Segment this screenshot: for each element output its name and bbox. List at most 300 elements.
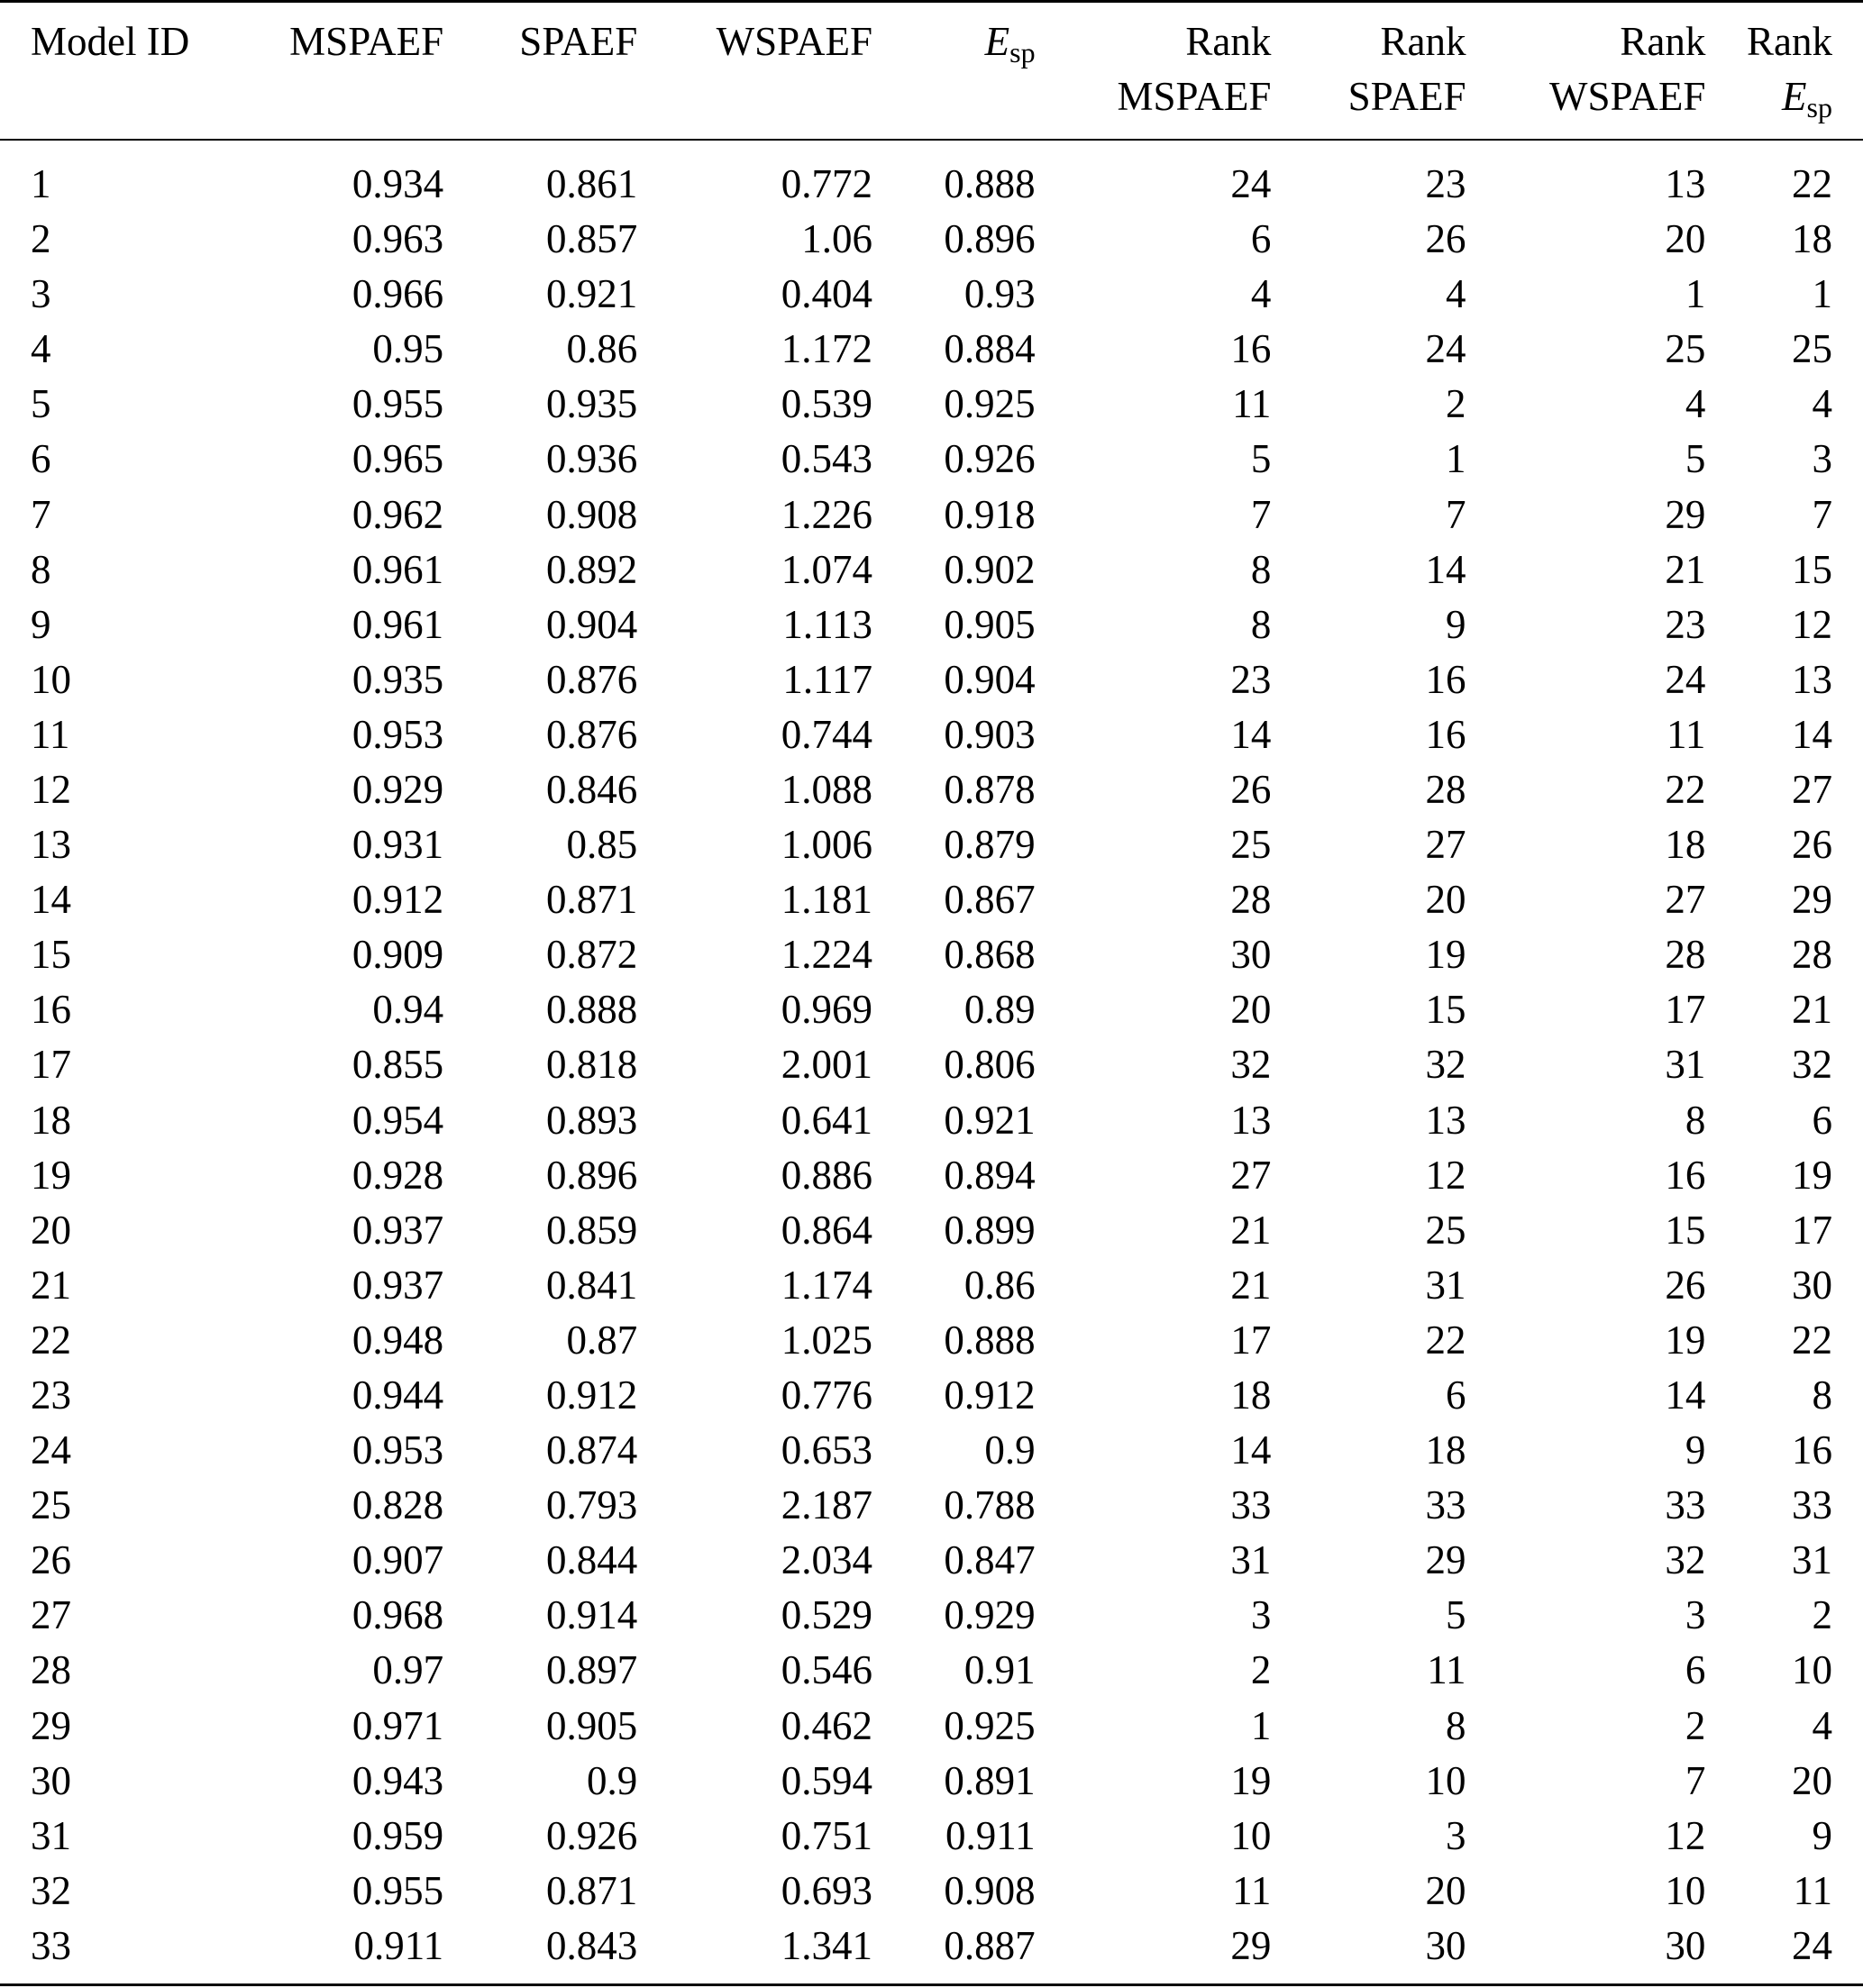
cell-rank-esp: 16 <box>1792 1427 1832 1473</box>
cell-mspaef: 0.955 <box>352 1867 444 1913</box>
table-row <box>0 1093 1863 1148</box>
cell-esp: 0.89 <box>963 987 1036 1033</box>
cell-model-id: 29 <box>31 1702 71 1748</box>
cell-rank-wspaef: 9 <box>1685 1427 1706 1473</box>
cell-rank-esp: 13 <box>1792 656 1832 702</box>
cell-rank-spaef: 10 <box>1425 1757 1466 1803</box>
cell-wspaef: 2.034 <box>781 1537 873 1583</box>
table-row <box>0 322 1863 377</box>
table-row <box>0 543 1863 597</box>
cell-wspaef: 0.751 <box>781 1812 873 1858</box>
cell-rank-spaef: 16 <box>1425 656 1466 702</box>
cell-model-id: 15 <box>31 932 71 978</box>
cell-rank-wspaef: 17 <box>1665 987 1706 1033</box>
cell-mspaef: 0.954 <box>352 1097 444 1143</box>
cell-rank-spaef: 20 <box>1425 1867 1466 1913</box>
cell-rank-wspaef: 22 <box>1665 766 1706 812</box>
cell-spaef: 0.912 <box>545 1372 638 1418</box>
cell-model-id: 8 <box>31 546 51 592</box>
cell-wspaef: 1.074 <box>781 546 873 592</box>
cell-esp: 0.912 <box>944 1372 1036 1418</box>
table-row <box>0 1809 1863 1864</box>
cell-wspaef: 0.969 <box>781 987 873 1033</box>
cell-model-id: 20 <box>31 1207 71 1253</box>
cell-esp: 0.884 <box>944 326 1036 372</box>
cell-mspaef: 0.962 <box>352 491 444 537</box>
cell-wspaef: 0.776 <box>781 1372 873 1418</box>
cell-esp: 0.93 <box>963 271 1036 317</box>
cell-mspaef: 0.955 <box>352 381 444 427</box>
cell-rank-wspaef: 19 <box>1665 1317 1706 1363</box>
cell-rank-spaef: 30 <box>1425 1922 1466 1968</box>
cell-mspaef: 0.929 <box>352 766 444 812</box>
cell-rank-wspaef: 11 <box>1667 711 1706 757</box>
cell-esp: 0.911 <box>945 1812 1036 1858</box>
cell-model-id: 11 <box>31 711 70 757</box>
cell-model-id: 5 <box>31 381 51 427</box>
cell-mspaef: 0.943 <box>352 1757 444 1803</box>
cell-esp: 0.887 <box>944 1922 1036 1968</box>
cell-rank-wspaef: 3 <box>1685 1592 1706 1638</box>
cell-rank-mspaef: 28 <box>1230 877 1272 923</box>
cell-wspaef: 0.546 <box>781 1647 873 1693</box>
cell-rank-esp: 1 <box>1812 271 1832 317</box>
col-header-rank-spaef: Rank SPAEF <box>1347 19 1466 119</box>
cell-spaef: 0.926 <box>545 1812 638 1858</box>
cell-rank-wspaef: 28 <box>1665 932 1706 978</box>
cell-spaef: 0.914 <box>545 1592 638 1638</box>
cell-mspaef: 0.931 <box>352 822 444 868</box>
cell-wspaef: 1.006 <box>781 822 873 868</box>
cell-mspaef: 0.94 <box>372 987 444 1033</box>
cell-rank-mspaef: 2 <box>1250 1647 1272 1693</box>
cell-wspaef: 0.744 <box>781 711 873 757</box>
cell-rank-esp: 26 <box>1792 822 1832 868</box>
cell-rank-mspaef: 8 <box>1250 601 1272 647</box>
cell-rank-esp: 8 <box>1812 1372 1832 1418</box>
cell-mspaef: 0.95 <box>372 326 444 372</box>
cell-rank-esp: 2 <box>1812 1592 1832 1638</box>
cell-wspaef: 0.641 <box>781 1097 873 1143</box>
cell-rank-esp: 28 <box>1792 932 1832 978</box>
cell-rank-esp: 33 <box>1792 1482 1832 1528</box>
cell-rank-spaef: 3 <box>1446 1812 1466 1858</box>
cell-rank-mspaef: 4 <box>1250 271 1272 317</box>
cell-model-id: 13 <box>31 822 71 868</box>
cell-rank-mspaef: 20 <box>1230 987 1272 1033</box>
cell-esp: 0.806 <box>944 1042 1036 1088</box>
cell-spaef: 0.9 <box>586 1757 638 1803</box>
cell-spaef: 0.859 <box>545 1207 638 1253</box>
cell-esp: 0.879 <box>944 822 1036 868</box>
cell-wspaef: 0.594 <box>781 1757 873 1803</box>
cell-model-id: 2 <box>31 216 51 262</box>
cell-rank-spaef: 14 <box>1425 546 1466 592</box>
cell-wspaef: 0.539 <box>781 381 873 427</box>
cell-rank-esp: 22 <box>1792 1317 1832 1363</box>
cell-rank-esp: 4 <box>1812 381 1832 427</box>
cell-spaef: 0.892 <box>545 546 638 592</box>
cell-rank-wspaef: 7 <box>1685 1757 1706 1803</box>
table-row <box>0 377 1863 432</box>
cell-rank-esp: 18 <box>1792 216 1832 262</box>
cell-model-id: 19 <box>31 1152 71 1198</box>
cell-model-id: 26 <box>31 1537 71 1583</box>
cell-esp: 0.929 <box>944 1592 1036 1638</box>
cell-wspaef: 1.226 <box>781 491 873 537</box>
cell-mspaef: 0.968 <box>352 1592 444 1638</box>
cell-rank-mspaef: 7 <box>1250 491 1272 537</box>
cell-model-id: 22 <box>31 1317 71 1363</box>
cell-spaef: 0.841 <box>545 1262 638 1308</box>
cell-esp: 0.918 <box>944 491 1036 537</box>
cell-mspaef: 0.911 <box>353 1922 444 1968</box>
cell-rank-wspaef: 16 <box>1665 1152 1706 1198</box>
table-row <box>0 1533 1863 1588</box>
cell-spaef: 0.921 <box>545 271 638 317</box>
cell-spaef: 0.876 <box>545 656 638 702</box>
cell-rank-spaef: 33 <box>1425 1482 1466 1528</box>
cell-rank-spaef: 13 <box>1425 1097 1466 1143</box>
cell-wspaef: 1.113 <box>782 601 873 647</box>
cell-rank-mspaef: 11 <box>1232 381 1272 427</box>
cell-wspaef: 1.341 <box>781 1922 873 1968</box>
cell-esp: 0.925 <box>944 1702 1036 1748</box>
cell-rank-esp: 14 <box>1792 711 1832 757</box>
cell-spaef: 0.893 <box>545 1097 638 1143</box>
cell-rank-wspaef: 26 <box>1665 1262 1706 1308</box>
cell-rank-esp: 31 <box>1792 1537 1832 1583</box>
cell-spaef: 0.818 <box>545 1042 638 1088</box>
cell-rank-mspaef: 24 <box>1230 161 1272 206</box>
cell-mspaef: 0.944 <box>352 1372 444 1418</box>
cell-esp: 0.891 <box>944 1757 1036 1803</box>
col-header-model-id: Model ID <box>31 19 190 64</box>
cell-model-id: 16 <box>31 987 71 1033</box>
table-row <box>0 1643 1863 1698</box>
cell-rank-mspaef: 26 <box>1230 766 1272 812</box>
cell-rank-spaef: 23 <box>1425 161 1466 206</box>
col-header-mspaef: MSPAEF <box>289 19 444 64</box>
cell-model-id: 1 <box>31 161 51 206</box>
cell-rank-esp: 12 <box>1792 601 1832 647</box>
cell-rank-mspaef: 23 <box>1230 656 1272 702</box>
cell-esp: 0.905 <box>944 601 1036 647</box>
cell-model-id: 30 <box>31 1757 71 1803</box>
cell-esp: 0.902 <box>944 546 1036 592</box>
col-header-spaef: SPAEF <box>519 19 638 64</box>
cell-rank-mspaef: 30 <box>1230 932 1272 978</box>
cell-rank-spaef: 1 <box>1446 436 1466 482</box>
cell-esp: 0.921 <box>944 1097 1036 1143</box>
cell-rank-mspaef: 19 <box>1230 1757 1272 1803</box>
cell-rank-esp: 30 <box>1792 1262 1832 1308</box>
cell-model-id: 3 <box>31 271 51 317</box>
cell-mspaef: 0.828 <box>352 1482 444 1528</box>
cell-wspaef: 0.462 <box>781 1702 873 1748</box>
cell-model-id: 6 <box>31 436 51 482</box>
cell-rank-spaef: 18 <box>1425 1427 1466 1473</box>
cell-rank-spaef: 28 <box>1425 766 1466 812</box>
table-body <box>0 141 1863 1974</box>
cell-spaef: 0.846 <box>545 766 638 812</box>
cell-rank-mspaef: 21 <box>1230 1262 1272 1308</box>
cell-rank-wspaef: 6 <box>1685 1647 1706 1693</box>
cell-rank-spaef: 29 <box>1425 1537 1466 1583</box>
cell-wspaef: 0.772 <box>781 161 873 206</box>
cell-rank-mspaef: 17 <box>1230 1317 1272 1363</box>
cell-rank-mspaef: 6 <box>1250 216 1272 262</box>
col-header-rank-wspaef: Rank WSPAEF <box>1548 19 1706 119</box>
cell-rank-wspaef: 24 <box>1665 656 1706 702</box>
cell-rank-wspaef: 21 <box>1665 546 1706 592</box>
cell-rank-esp: 9 <box>1812 1812 1832 1858</box>
cell-model-id: 24 <box>31 1427 71 1473</box>
cell-spaef: 0.897 <box>545 1647 638 1693</box>
cell-rank-wspaef: 20 <box>1665 216 1706 262</box>
cell-esp: 0.847 <box>944 1537 1036 1583</box>
cell-mspaef: 0.959 <box>352 1812 444 1858</box>
cell-model-id: 17 <box>31 1042 71 1088</box>
cell-wspaef: 1.172 <box>781 326 873 372</box>
cell-mspaef: 0.907 <box>352 1537 444 1583</box>
cell-esp: 0.788 <box>944 1482 1036 1528</box>
cell-rank-spaef: 26 <box>1425 216 1466 262</box>
table-row <box>0 1423 1863 1478</box>
cell-mspaef: 0.965 <box>352 436 444 482</box>
cell-rank-mspaef: 1 <box>1250 1702 1272 1748</box>
cell-mspaef: 0.937 <box>352 1207 444 1253</box>
table-row <box>0 1313 1863 1368</box>
cell-spaef: 0.908 <box>545 491 638 537</box>
cell-rank-mspaef: 14 <box>1230 711 1272 757</box>
cell-esp: 0.926 <box>944 436 1036 482</box>
table-row <box>0 1864 1863 1919</box>
cell-rank-esp: 32 <box>1792 1042 1832 1088</box>
cell-rank-esp: 29 <box>1792 877 1832 923</box>
cell-rank-spaef: 4 <box>1446 271 1466 317</box>
cell-wspaef: 0.864 <box>781 1207 873 1253</box>
cell-rank-spaef: 25 <box>1425 1207 1466 1253</box>
cell-spaef: 0.876 <box>545 711 638 757</box>
cell-esp: 0.878 <box>944 766 1036 812</box>
cell-spaef: 0.87 <box>566 1317 638 1363</box>
table-row <box>0 872 1863 927</box>
table-row <box>0 487 1863 542</box>
cell-esp: 0.888 <box>944 1317 1036 1363</box>
table-row <box>0 212 1863 267</box>
cell-spaef: 0.85 <box>566 822 638 868</box>
cell-rank-esp: 7 <box>1812 491 1832 537</box>
cell-rank-wspaef: 29 <box>1665 491 1706 537</box>
cell-esp: 0.868 <box>944 932 1036 978</box>
cell-rank-esp: 20 <box>1792 1757 1832 1803</box>
table-row <box>0 762 1863 817</box>
cell-wspaef: 1.06 <box>801 216 873 262</box>
cell-mspaef: 0.948 <box>352 1317 444 1363</box>
col-header-rank-esp: Rank $E_{sp}$ <box>1747 19 1832 123</box>
col-header-rank-mspaef: Rank MSPAEF <box>1117 19 1272 119</box>
cell-rank-mspaef: 33 <box>1230 1482 1272 1528</box>
cell-rank-wspaef: 8 <box>1685 1097 1706 1143</box>
cell-spaef: 0.871 <box>545 1867 638 1913</box>
cell-wspaef: 1.117 <box>782 656 873 702</box>
cell-wspaef: 1.224 <box>781 932 873 978</box>
cell-esp: 0.888 <box>944 161 1036 206</box>
table-row <box>0 1203 1863 1258</box>
cell-rank-spaef: 9 <box>1446 601 1466 647</box>
cell-rank-mspaef: 11 <box>1232 1867 1272 1913</box>
cell-model-id: 9 <box>31 601 51 647</box>
cell-rank-mspaef: 29 <box>1230 1922 1272 1968</box>
cell-wspaef: 1.181 <box>781 877 873 923</box>
table-row <box>0 141 1863 212</box>
cell-rank-spaef: 19 <box>1425 932 1466 978</box>
cell-model-id: 27 <box>31 1592 71 1638</box>
cell-rank-esp: 27 <box>1792 766 1832 812</box>
cell-rank-wspaef: 33 <box>1665 1482 1706 1528</box>
cell-rank-mspaef: 14 <box>1230 1427 1272 1473</box>
cell-spaef: 0.896 <box>545 1152 638 1198</box>
cell-esp: 0.903 <box>944 711 1036 757</box>
cell-mspaef: 0.963 <box>352 216 444 262</box>
cell-spaef: 0.861 <box>545 161 638 206</box>
table-row <box>0 1037 1863 1092</box>
cell-rank-mspaef: 16 <box>1230 326 1272 372</box>
cell-rank-esp: 22 <box>1792 161 1832 206</box>
cell-rank-spaef: 20 <box>1425 877 1466 923</box>
cell-rank-mspaef: 31 <box>1230 1537 1272 1583</box>
cell-esp: 0.867 <box>944 877 1036 923</box>
cell-rank-mspaef: 21 <box>1230 1207 1272 1253</box>
table-row <box>0 267 1863 322</box>
cell-spaef: 0.905 <box>545 1702 638 1748</box>
cell-rank-esp: 19 <box>1792 1152 1832 1198</box>
cell-rank-spaef: 16 <box>1425 711 1466 757</box>
cell-rank-spaef: 11 <box>1427 1647 1466 1693</box>
cell-esp: 0.9 <box>984 1427 1036 1473</box>
cell-wspaef: 1.025 <box>781 1317 873 1363</box>
cell-rank-esp: 15 <box>1792 546 1832 592</box>
table-row <box>0 1588 1863 1643</box>
cell-rank-wspaef: 31 <box>1665 1042 1706 1088</box>
cell-spaef: 0.843 <box>545 1922 638 1968</box>
cell-spaef: 0.86 <box>566 326 638 372</box>
cell-rank-wspaef: 12 <box>1665 1812 1706 1858</box>
cell-rank-spaef: 8 <box>1446 1702 1466 1748</box>
cell-rank-spaef: 6 <box>1446 1372 1466 1418</box>
cell-rank-wspaef: 10 <box>1665 1867 1706 1913</box>
cell-spaef: 0.904 <box>545 601 638 647</box>
cell-model-id: 18 <box>31 1097 71 1143</box>
cell-spaef: 0.888 <box>545 987 638 1033</box>
cell-rank-esp: 4 <box>1812 1702 1832 1748</box>
cell-mspaef: 0.961 <box>352 601 444 647</box>
cell-rank-esp: 6 <box>1812 1097 1832 1143</box>
table-row <box>0 1368 1863 1423</box>
table-row <box>0 982 1863 1037</box>
cell-rank-wspaef: 27 <box>1665 877 1706 923</box>
cell-rank-mspaef: 32 <box>1230 1042 1272 1088</box>
cell-esp: 0.91 <box>963 1647 1036 1693</box>
cell-mspaef: 0.97 <box>372 1647 444 1693</box>
cell-rank-wspaef: 5 <box>1685 436 1706 482</box>
cell-rank-esp: 17 <box>1792 1207 1832 1253</box>
cell-rank-wspaef: 30 <box>1665 1922 1706 1968</box>
cell-rank-spaef: 22 <box>1425 1317 1466 1363</box>
cell-esp: 0.896 <box>944 216 1036 262</box>
cell-model-id: 7 <box>31 491 51 537</box>
table-row <box>0 707 1863 762</box>
cell-model-id: 28 <box>31 1647 71 1693</box>
cell-rank-mspaef: 8 <box>1250 546 1272 592</box>
cell-rank-spaef: 31 <box>1425 1262 1466 1308</box>
cell-mspaef: 0.855 <box>352 1042 444 1088</box>
cell-spaef: 0.935 <box>545 381 638 427</box>
cell-model-id: 25 <box>31 1482 71 1528</box>
cell-model-id: 31 <box>31 1812 71 1858</box>
cell-rank-spaef: 2 <box>1446 381 1466 427</box>
cell-model-id: 4 <box>31 326 51 372</box>
cell-rank-wspaef: 14 <box>1665 1372 1706 1418</box>
bottom-rule <box>0 1983 1863 1986</box>
cell-rank-esp: 10 <box>1792 1647 1832 1693</box>
cell-rank-spaef: 27 <box>1425 822 1466 868</box>
cell-rank-wspaef: 2 <box>1685 1702 1706 1748</box>
cell-rank-esp: 11 <box>1793 1867 1832 1913</box>
cell-wspaef: 0.543 <box>781 436 873 482</box>
cell-spaef: 0.936 <box>545 436 638 482</box>
cell-model-id: 14 <box>31 877 71 923</box>
table-row <box>0 817 1863 872</box>
cell-model-id: 10 <box>31 656 71 702</box>
cell-mspaef: 0.928 <box>352 1152 444 1198</box>
cell-rank-wspaef: 23 <box>1665 601 1706 647</box>
cell-rank-wspaef: 15 <box>1665 1207 1706 1253</box>
cell-wspaef: 0.653 <box>781 1427 873 1473</box>
cell-mspaef: 0.935 <box>352 656 444 702</box>
table-row <box>0 1754 1863 1809</box>
cell-rank-wspaef: 1 <box>1685 271 1706 317</box>
cell-rank-mspaef: 18 <box>1230 1372 1272 1418</box>
cell-rank-wspaef: 4 <box>1685 381 1706 427</box>
cell-rank-esp: 25 <box>1792 326 1832 372</box>
cell-wspaef: 0.886 <box>781 1152 873 1198</box>
table-row <box>0 1148 1863 1203</box>
cell-esp: 0.925 <box>944 381 1036 427</box>
cell-rank-mspaef: 3 <box>1250 1592 1272 1638</box>
cell-rank-mspaef: 13 <box>1230 1097 1272 1143</box>
cell-rank-spaef: 7 <box>1446 491 1466 537</box>
cell-rank-spaef: 12 <box>1425 1152 1466 1198</box>
cell-esp: 0.86 <box>963 1262 1036 1308</box>
cell-rank-spaef: 15 <box>1425 987 1466 1033</box>
table-row <box>0 1699 1863 1754</box>
cell-model-id: 32 <box>31 1867 71 1913</box>
cell-rank-mspaef: 5 <box>1250 436 1272 482</box>
cell-wspaef: 0.529 <box>781 1592 873 1638</box>
cell-mspaef: 0.971 <box>352 1702 444 1748</box>
cell-rank-wspaef: 13 <box>1665 161 1706 206</box>
cell-wspaef: 2.001 <box>781 1042 873 1088</box>
cell-spaef: 0.872 <box>545 932 638 978</box>
table-row <box>0 1919 1863 1974</box>
cell-wspaef: 0.404 <box>781 271 873 317</box>
cell-spaef: 0.844 <box>545 1537 638 1583</box>
cell-wspaef: 1.088 <box>781 766 873 812</box>
cell-esp: 0.899 <box>944 1207 1036 1253</box>
cell-spaef: 0.874 <box>545 1427 638 1473</box>
